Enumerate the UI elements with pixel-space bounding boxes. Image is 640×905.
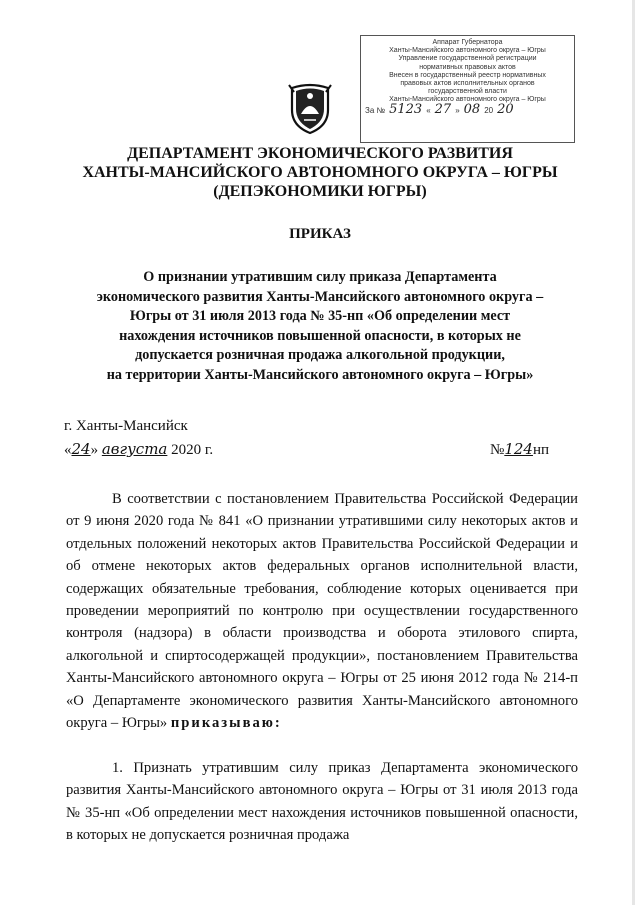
- date-close-quote: »: [90, 442, 99, 458]
- registration-stamp: [360, 35, 575, 143]
- stamp-day-close: »: [455, 105, 460, 115]
- stamp-line: Ханты-Мансийского автономного округа – Югры: [389, 96, 546, 104]
- preamble-text: В соответствии с постановлением Правительства Российской Федерации от 9 июня 2020 года № 841 «О признании утратившими силу некоторых актов и отдельных положений некоторых актов Правительства Российской Федерации и об отмене некоторых актов федеральных органов исполнительной власти, содержащих обязательные требования, соблюдение которых оценивается при проведении мероприятий по контролю при осуществлении государственного контроля (надзора) в области производства и оборота этилового спирта, алкогольной и спиртосодержащей продукции», постановлением Правительства Ханты-Мансийского автономного округа – Югры от 25 июня 2012 года № 214-п «О Департаменте экономического развития Ханты-Мансийского автономного округа – Югры»: [66, 491, 578, 732]
- title-line: на территории Ханты-Мансийского автономного округа – Югры»: [106, 366, 534, 383]
- document-type: ПРИКАЗ: [289, 226, 351, 242]
- date-year: 2020 г.: [171, 442, 214, 458]
- stamp-reg-day: 27: [434, 101, 452, 117]
- stamp-line: Аппарат Губернатора: [432, 39, 503, 46]
- number-prefix: №: [490, 442, 505, 458]
- stamp-line: государственной власти: [428, 88, 507, 96]
- date-month: августа: [101, 440, 168, 458]
- department-header: [60, 144, 580, 201]
- stamp-line: нормативных правовых актов: [419, 63, 516, 71]
- stamp-year-prefix: 20: [484, 105, 494, 115]
- preamble-paragraph: [66, 488, 578, 734]
- stamp-reg-year: 20: [497, 101, 514, 117]
- stamp-registration-line: [365, 101, 570, 117]
- date-day: 24: [71, 440, 91, 458]
- stamp-reg-prefix: За №: [365, 105, 386, 115]
- document-number: [490, 440, 549, 459]
- stamp-line: правовых актов исполнительных органов: [400, 80, 535, 88]
- stamp-day-open: «: [426, 105, 431, 115]
- document-title: [50, 268, 590, 385]
- title-line: экономического развития Ханты-Мансийского автономного округа –: [96, 288, 544, 305]
- scan-edge: [632, 0, 635, 905]
- stamp-reg-number: 5123: [389, 101, 423, 117]
- title-line: нахождения источников повышенной опасности, в которых не: [119, 327, 521, 344]
- order-word: приказываю:: [170, 715, 282, 732]
- department-header-line: ХАНТЫ-МАНСИЙСКОГО АВТОНОМНОГО ОКРУГА – ЮГРЫ: [82, 164, 558, 181]
- stamp-line: Управление государственной регистрации: [398, 55, 537, 63]
- date-open-quote: «: [64, 442, 72, 458]
- place-of-issue: г. Ханты-Мансийск: [64, 418, 188, 434]
- number-value: 124: [504, 440, 533, 458]
- title-line: О признании утратившим силу приказа Департамента: [143, 269, 497, 285]
- document-date: [64, 440, 213, 459]
- stamp-reg-month: 08: [463, 101, 481, 117]
- title-line: Югры от 31 июля 2013 года № 35-нп «Об определении мест: [129, 308, 511, 324]
- stamp-line: Внесен в государственный реестр нормативных: [389, 71, 546, 79]
- department-header-line: ДЕПАРТАМЕНТ ЭКОНОМИЧЕСКОГО РАЗВИТИЯ: [127, 145, 513, 162]
- stamp-line: Ханты-Мансийского автономного округа – Югры: [389, 47, 546, 55]
- department-header-line: (ДЕПЭКОНОМИКИ ЮГРЫ): [213, 183, 427, 200]
- number-suffix: нп: [532, 442, 550, 458]
- title-line: допускается розничная продажа алкогольной продукции,: [135, 347, 505, 363]
- coat-of-arms-icon: [286, 80, 334, 135]
- clause-1-paragraph: 1. Признать утратившим силу приказ Департамента экономического развития Ханты-Мансийского автономного округа – Югры от 31 июля 2013 года № 35-нп «Об определении мест нахождения источников повышенной опасности, в которых не допускается розничная продажа: [66, 760, 578, 844]
